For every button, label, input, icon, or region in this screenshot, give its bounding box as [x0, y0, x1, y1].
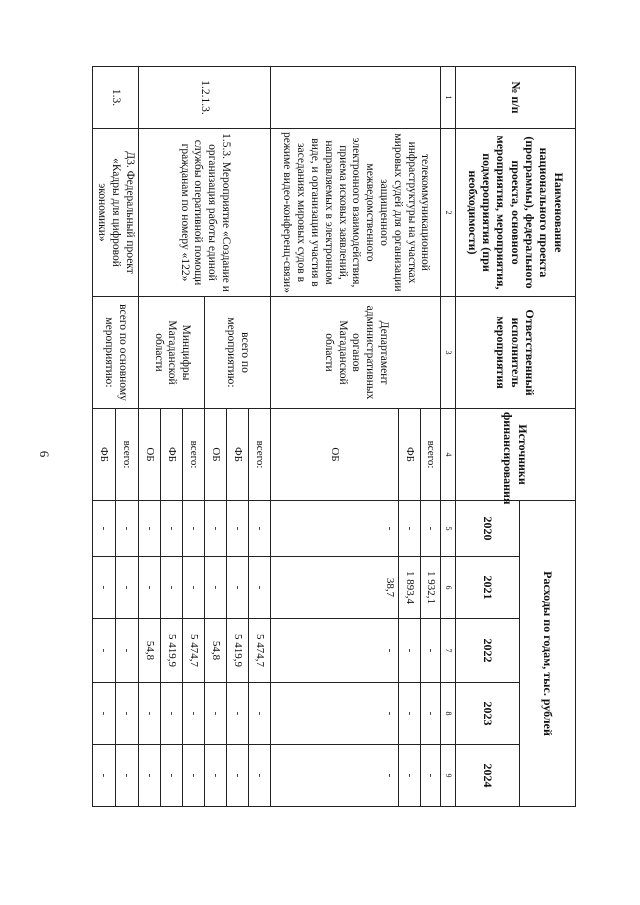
value-cell: 5 474,7 [183, 619, 205, 683]
source-cell: ФБ [161, 409, 183, 501]
source-cell: всего: [249, 409, 271, 501]
measure-name: 1.5.3. Мероприятие «Создание и организация работы единой службы оперативной помощи гражданам по номеру «122» [139, 129, 271, 297]
column-number: 8 [441, 683, 456, 745]
value-cell: 38,7 [271, 557, 399, 619]
value-cell: 54,8 [139, 619, 161, 683]
header-num: № п/п [456, 67, 576, 129]
value-cell: - [115, 619, 138, 683]
header-year-2024: 2024 [456, 745, 520, 807]
value-cell: - [399, 745, 421, 807]
column-number: 6 [441, 557, 456, 619]
value-cell: 1 893,4 [399, 557, 421, 619]
value-cell: - [183, 557, 205, 619]
value-cell: - [227, 501, 249, 557]
value-cell: - [139, 501, 161, 557]
value-cell: 5 419,9 [161, 619, 183, 683]
row-number-cell: 1.3. [92, 67, 138, 129]
rotated-table-container [66, 66, 576, 806]
source-cell: ФБ [92, 409, 115, 501]
value-cell: - [271, 501, 399, 557]
measure-name: телекоммуникационной инфраструктуры на участках мировых судей для организации защищенного межведомственного электронного взаимодействия, приема исковых заявлений, направляемых в электронном виде, и организации участия в заседаниях мировых судов в режиме видео-конференц-связи» [271, 129, 441, 297]
value-cell: - [139, 557, 161, 619]
value-cell: - [271, 619, 399, 683]
table-row [421, 67, 441, 807]
source-cell: ФБ [399, 409, 421, 501]
value-cell: - [421, 619, 441, 683]
source-cell: ОБ [139, 409, 161, 501]
header-year-2021: 2021 [456, 557, 520, 619]
value-cell: - [421, 745, 441, 807]
header-name: Наименование национального проекта (программы), федерального проекта, основного мероприятия, мероприятия, подмероприятия (при необходимости) [456, 129, 576, 297]
value-cell: - [161, 557, 183, 619]
source-cell: ОБ [271, 409, 399, 501]
value-cell: - [183, 745, 205, 807]
executor-cell: Департамент административных органов Магаданской области [271, 297, 441, 409]
value-cell: - [92, 557, 115, 619]
column-number: 9 [441, 745, 456, 807]
financing-table [92, 66, 576, 807]
value-cell: - [92, 745, 115, 807]
column-number: 7 [441, 619, 456, 683]
header-year-2020: 2020 [456, 501, 520, 557]
column-number-row [441, 67, 456, 807]
source-cell: всего: [183, 409, 205, 501]
column-number: 4 [441, 409, 456, 501]
value-cell: - [115, 683, 138, 745]
value-cell: - [139, 683, 161, 745]
value-cell: - [183, 501, 205, 557]
value-cell: - [161, 501, 183, 557]
value-cell: - [161, 683, 183, 745]
value-cell: 5 419,9 [227, 619, 249, 683]
value-cell: - [227, 557, 249, 619]
value-cell: - [139, 745, 161, 807]
value-cell: - [115, 557, 138, 619]
executor-cell: всего по основному мероприятию: [92, 297, 138, 409]
header-row-top [520, 67, 576, 807]
value-cell: - [249, 745, 271, 807]
value-cell: - [249, 557, 271, 619]
value-cell: - [421, 501, 441, 557]
header-year-2023: 2023 [456, 683, 520, 745]
value-cell: 54,8 [205, 619, 227, 683]
source-cell: всего: [115, 409, 138, 501]
measure-name: Д3. Федеральный проект «Кадры для цифровой экономики» [92, 129, 138, 297]
value-cell: - [421, 683, 441, 745]
column-number: 5 [441, 501, 456, 557]
value-cell: - [249, 683, 271, 745]
row-number-cell: 1.2.1.3. [139, 67, 271, 129]
source-cell: ОБ [205, 409, 227, 501]
value-cell: - [92, 683, 115, 745]
value-cell: - [92, 501, 115, 557]
value-cell: - [92, 619, 115, 683]
source-cell: всего: [421, 409, 441, 501]
value-cell: - [115, 501, 138, 557]
value-cell: - [205, 745, 227, 807]
value-cell: - [399, 501, 421, 557]
value-cell: - [271, 683, 399, 745]
header-executor: Ответственный исполнитель мероприятия [456, 297, 576, 409]
value-cell: - [271, 745, 399, 807]
executor-cell: Минцифры Магаданской области [139, 297, 205, 409]
row-number-cell [271, 67, 441, 129]
value-cell: - [115, 745, 138, 807]
executor-total-cell: всего по мероприятию: [205, 297, 271, 409]
header-year-2022: 2022 [456, 619, 520, 683]
value-cell: - [249, 501, 271, 557]
value-cell: - [399, 619, 421, 683]
column-number: 1 [441, 67, 456, 129]
source-cell: ФБ [227, 409, 249, 501]
value-cell: - [399, 683, 421, 745]
value-cell: 1 932,1 [421, 557, 441, 619]
column-number: 2 [441, 129, 456, 297]
header-expenses-group: Расходы по годам, тыс. рублей [520, 501, 576, 807]
header-source: Источники финансирования [456, 409, 576, 501]
value-cell: 5 474,7 [249, 619, 271, 683]
value-cell: - [205, 557, 227, 619]
page-number: 6 [37, 450, 52, 458]
value-cell: - [205, 501, 227, 557]
value-cell: - [227, 745, 249, 807]
value-cell: - [161, 745, 183, 807]
value-cell: - [183, 683, 205, 745]
table-row [249, 67, 271, 807]
value-cell: - [227, 683, 249, 745]
column-number: 3 [441, 297, 456, 409]
table-row [115, 67, 138, 807]
value-cell: - [205, 683, 227, 745]
